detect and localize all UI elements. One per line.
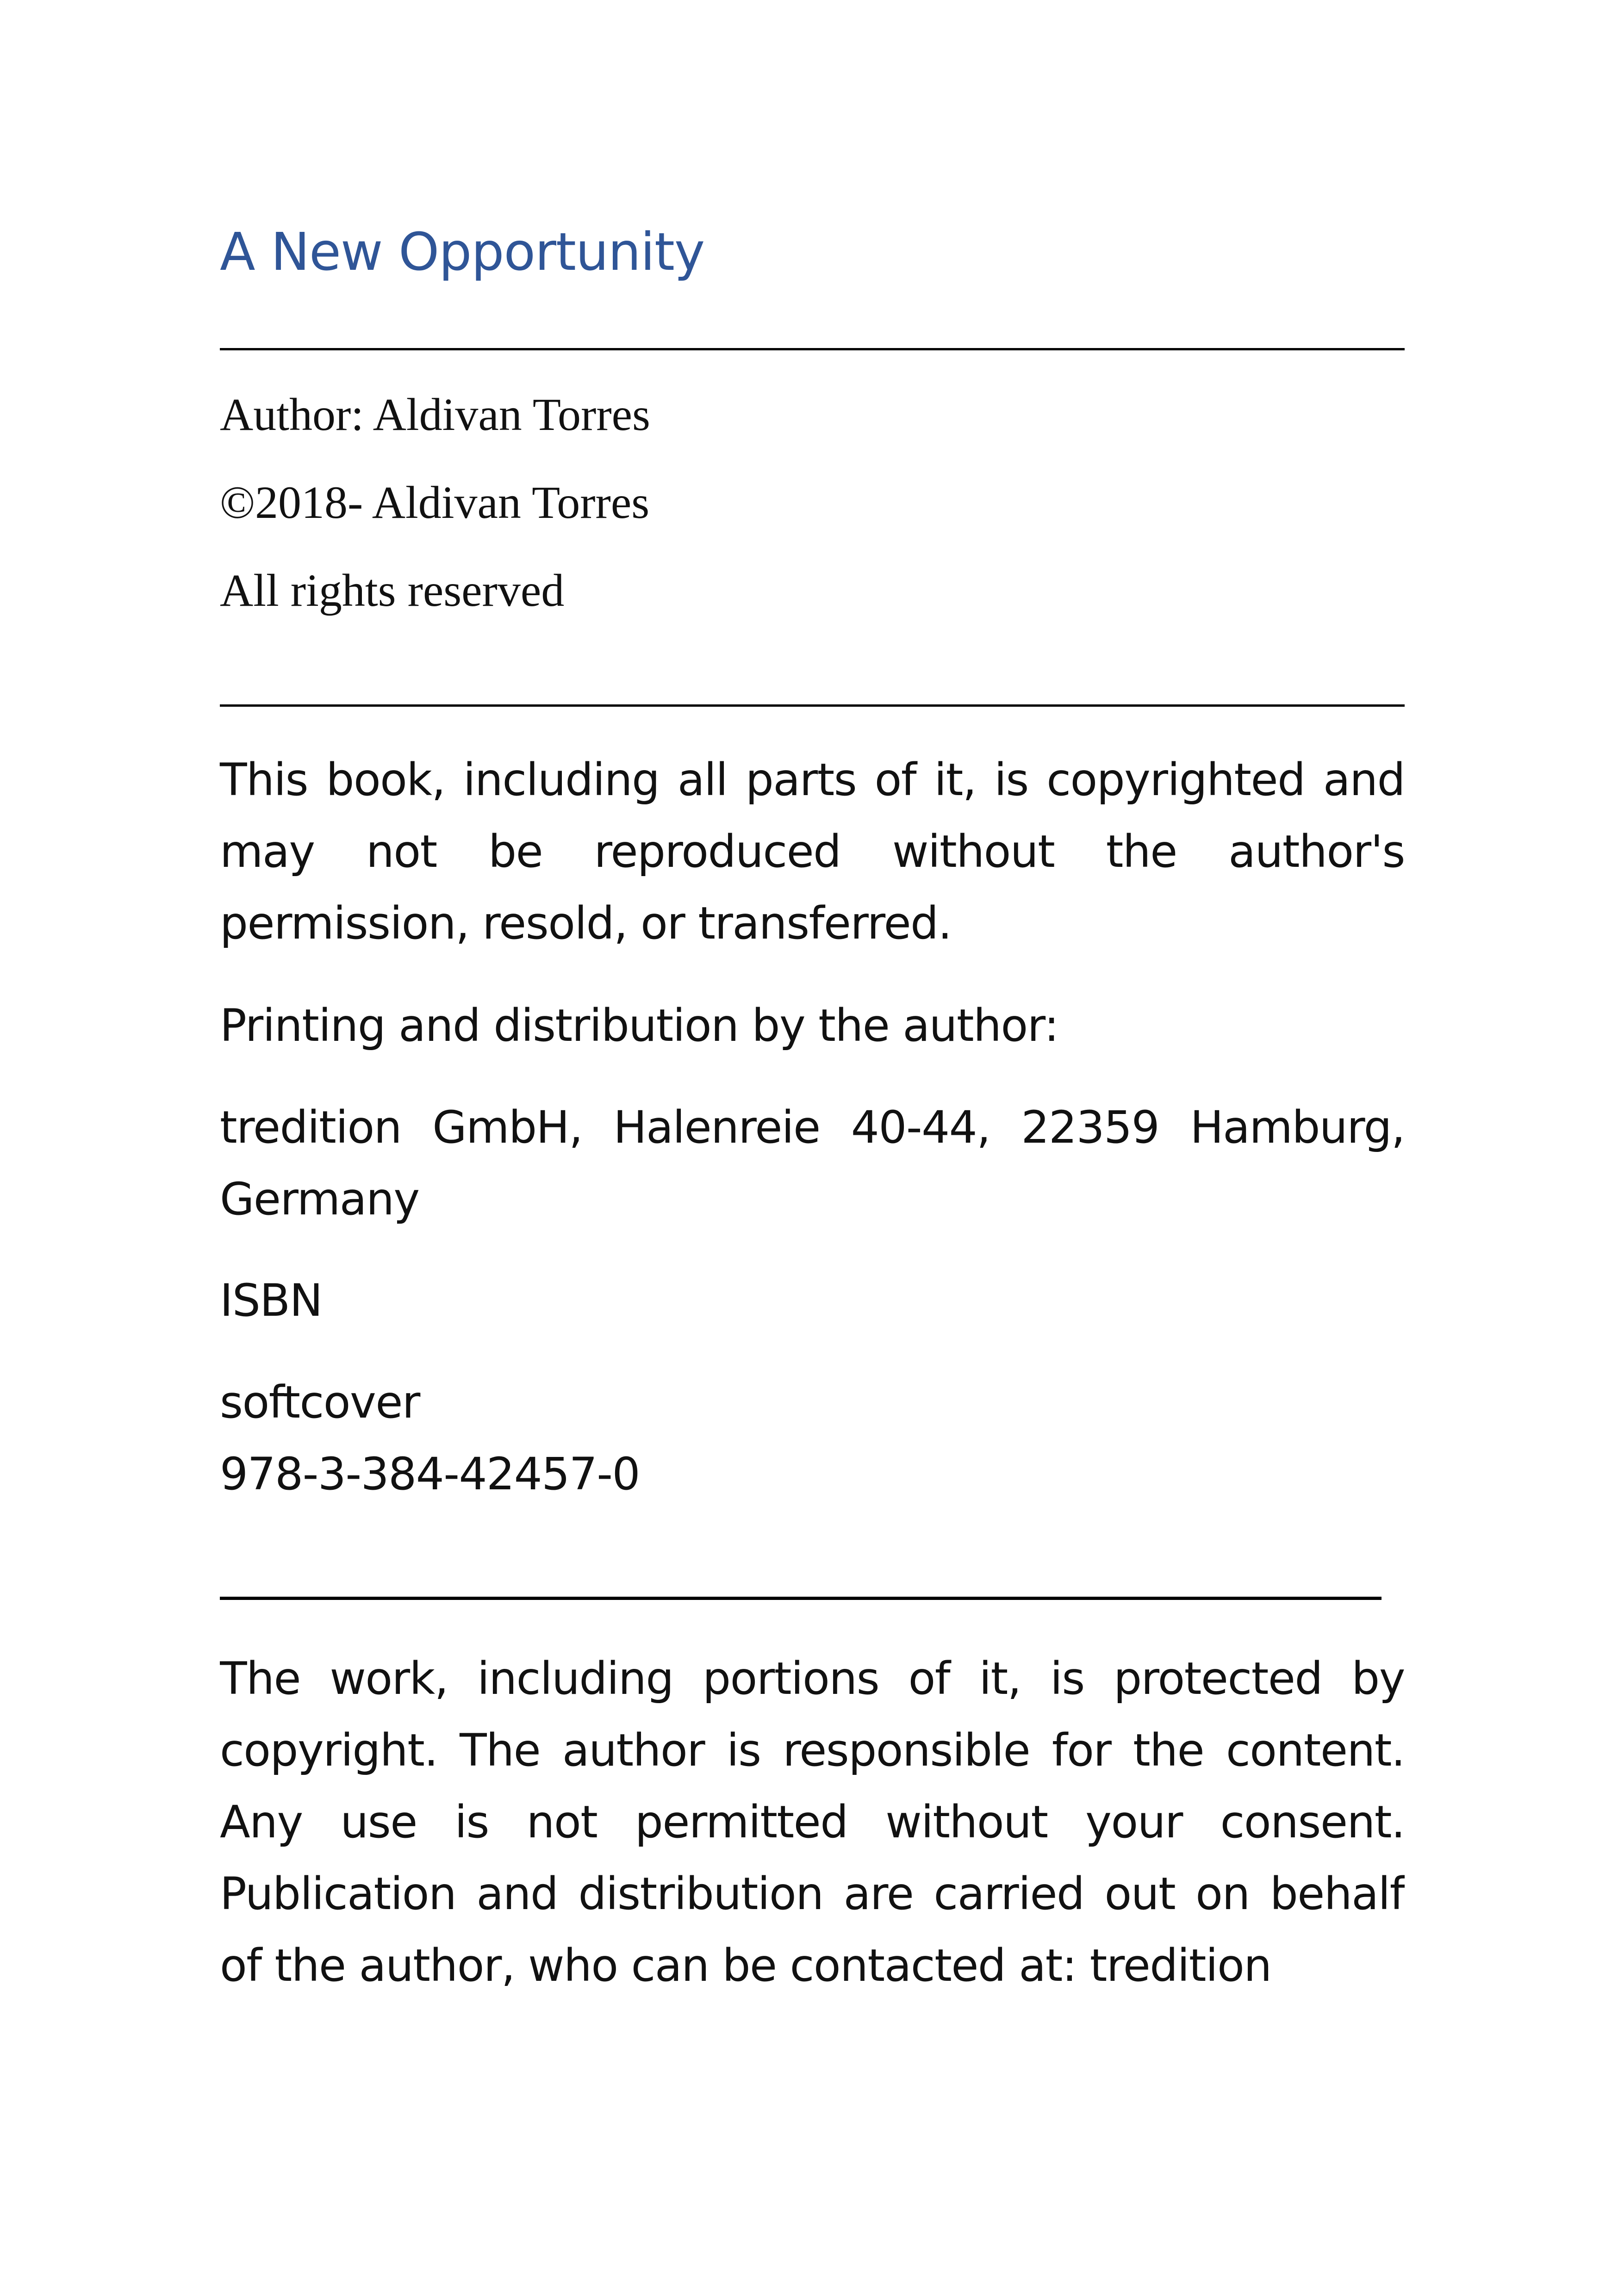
bottom-divider (220, 1597, 1382, 1600)
publisher-address: tredition GmbH, Halenreie 40-44, 22359 Hamburg, Germany (220, 1101, 1405, 1225)
copyright-notice: This book, including all parts of it, is copyrighted and may not be reproduced without the author's permission, resold, or transferred. (220, 754, 1405, 949)
copyright-line: ©2018- Aldivan Torres (220, 477, 650, 528)
rights-line: All rights reserved (220, 565, 565, 616)
isbn-number: 978-3-384-42457-0 (220, 1448, 640, 1500)
book-title: A New Opportunity (220, 222, 705, 282)
middle-divider (220, 704, 1405, 707)
printing-label: Printing and distribution by the author: (220, 1000, 1058, 1052)
legal-notice: The work, including portions of it, is protected by copyright. The author is responsible for the content. Any use is not permitted without your consent. Publication and distribution are carried out on behalf of the author, who can be contacted at: tredition (220, 1653, 1405, 1991)
format-label: softcover (220, 1376, 420, 1428)
isbn-label: ISBN (220, 1275, 322, 1326)
author-line: Author: Aldivan Torres (220, 389, 650, 440)
top-divider (220, 348, 1405, 350)
